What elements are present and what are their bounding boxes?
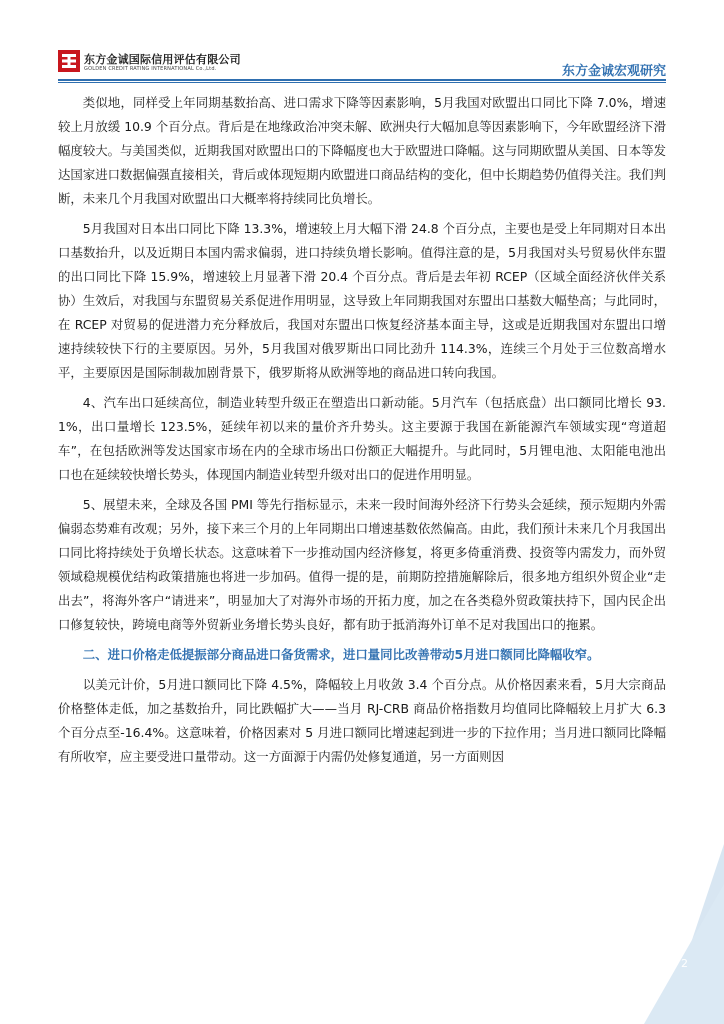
company-name-cn: 东方金诚国际信用评估有限公司 [84,53,241,66]
page-number: 2 [681,957,688,970]
corner-decoration-inner [644,884,724,1024]
document-body [58,91,666,775]
company-name-en: GOLDEN CREDIT RATING INTERNATIONAL Co.,Ltd. [84,66,217,72]
header-rule-thin [58,82,666,83]
paragraph-imports: 以美元计价，5月进口额同比下降 4.5%，降幅较上月收敛 3.4 个百分点。从价格因素来看，5月大宗商品价格整体走低，加之基数抬升，同比跌幅扩大——当月 RJ-CRB 商品价格指数月均值同比降幅较上月扩大 6.3 个百分点至-16.4%。这意味着，价格因素对 5 月进口额同比增速起到进一步的下拉作用；当月进口额同比降幅有所收窄，应主要受进口量带动。这一方面源于内需仍处修复通道，另一方面则因 [58,677,666,764]
page-header [0,0,724,82]
company-logo-icon [58,50,80,72]
section-heading-imports: 二、进口价格走低提振部分商品进口备货需求，进口量同比改善带动5月进口额同比降幅收窄。 [82,647,600,662]
paragraph-japan-asean-russia: 5月我国对日本出口同比下降 13.3%，增速较上月大幅下滑 24.8 个百分点，主要也是受上年同期对日本出口基数抬升，以及近期日本国内需求偏弱，进口持续负增长影响。值得注意的是，5月我国对头号贸易伙伴东盟的出口同比下降 15.9%，增速较上月显著下滑 20.4 个百分点。背后是去年初 RCEP（区域全面经济伙伴关系协）生效后，对我国与东盟贸易关系促进作用明显，这导致上年同期我国对东盟出口基数大幅垫高；与此同时，在 RCEP 对贸易的促进潜力充分释放后，我国对东盟出口恢复经济基本面主导，这或是近期我国对东盟出口增速持续较快下行的主要原因。另外，5月我国对俄罗斯出口同比劲升 114.3%，连续三个月处于三位数高增水平，主要原因是国际制裁加剧背景下，俄罗斯将从欧洲等地的商品进口转向我国。 [58,221,666,380]
header-rule [58,79,666,81]
report-series-title: 东方金诚宏观研究 [561,64,666,79]
paragraph-eu-exports: 类似地，同样受上年同期基数抬高、进口需求下降等因素影响，5月我国对欧盟出口同比下降 7.0%，增速较上月放缓 10.9 个百分点。背后是在地缘政治冲突未解、欧洲央行大幅加息等因素影响下，今年欧盟经济下滑幅度较大。与美国类似，近期我国对欧盟出口的下降幅度也大于欧盟进口降幅。这与同期欧盟从美国、日本等发达国家进口数据偏强直接相关，背后或体现短期内欧盟进口商品结构的变化，但中长期趋势仍值得关注。我们判断，未来几个月我国对欧盟出口大概率将持续同比负增长。 [58,95,666,206]
paragraph-auto-exports: 4、汽车出口延续高位，制造业转型升级正在塑造出口新动能。5月汽车（包括底盘）出口额同比增长 93.1%，出口量增长 123.5%，延续年初以来的量价齐升势头。这主要源于我国在新能源汽车领域实现“弯道超车”，在包括欧洲等发达国家市场在内的全球市场出口份额正大幅提升。与此同时，5月锂电池、太阳能电池出口也在延续较快增长势头，体现国内制造业转型升级对出口的促进作用明显。 [58,395,666,482]
paragraph-outlook: 5、展望未来，全球及各国 PMI 等先行指标显示，未来一段时间海外经济下行势头会延续，预示短期内外需偏弱态势难有改观；另外，接下来三个月的上年同期出口增速基数依然偏高。由此，我们预计未来几个月我国出口同比将持续处于负增长状态。这意味着下一步推动国内经济修复，将更多倚重消费、投资等内需发力，而外贸领域稳规模优结构政策措施也将进一步加码。值得一提的是，前期防控措施解除后，很多地方组织外贸企业“走出去”，将海外客户“请进来”，明显加大了对海外市场的开拓力度，加之在各类稳外贸政策扶持下，国内民企出口修复较快，跨境电商等外贸新业务增长势头良好，都有助于抵消海外订单不足对我国出口的拖累。 [58,497,666,632]
